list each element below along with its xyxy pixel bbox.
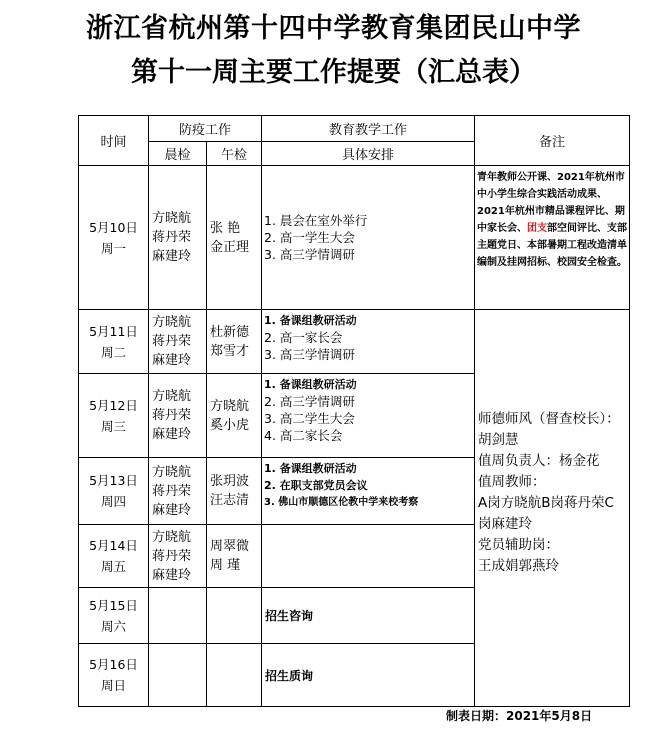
staff-name: 方晓航 — [210, 398, 250, 414]
date-label: 5月11日 — [89, 323, 138, 339]
plan-item: 招生质询 — [265, 668, 314, 683]
teaching-header: 教育教学工作 — [262, 116, 475, 142]
morning-check-cell — [149, 588, 207, 644]
table-row — [79, 310, 630, 374]
noon-check-cell — [207, 588, 262, 644]
plan-cell — [262, 588, 475, 644]
plan-cell — [262, 458, 475, 525]
staff-name: 郑雪才 — [210, 343, 250, 359]
noon-check-cell — [207, 458, 262, 525]
duty-line: 值周教师： — [478, 474, 546, 490]
staff-name: 蒋丹荣 — [152, 548, 192, 564]
noon-check-header: 午检 — [207, 142, 262, 166]
epidemic-header: 防疫工作 — [149, 116, 262, 142]
staff-name: 方晓航 — [152, 529, 192, 545]
morning-check-cell — [149, 374, 207, 458]
plan-item: 2. 高一家长会 — [264, 330, 343, 345]
morning-check-cell — [149, 458, 207, 525]
summary-title: 第十一周主要工作提要（汇总表） — [131, 57, 536, 88]
plan-item: 3. 佛山市顺德区伦教中学来校考察 — [264, 497, 419, 508]
plan-cell — [262, 310, 475, 374]
date-cell — [79, 374, 149, 458]
plan-item: 4. 高二家长会 — [264, 428, 343, 443]
date-label: 5月15日 — [89, 597, 138, 613]
weekday-label: 周四 — [100, 494, 126, 509]
staff-name: 张玥波 — [210, 474, 250, 489]
staff-name: 麻建玲 — [152, 249, 192, 264]
duty-line: A岗方晓航B岗蒋丹荣C岗麻建玲 — [478, 495, 614, 532]
staff-name: 蒋丹荣 — [152, 483, 192, 499]
noon-check-cell — [207, 166, 262, 310]
weekday-label: 周日 — [100, 678, 126, 693]
prepared-date: 制表日期：2021年5月8日 — [446, 709, 593, 723]
school-title: 浙江省杭州第十四中学教育集团民山中学 — [86, 13, 581, 44]
notes-header: 备注 — [475, 116, 630, 166]
duty-line: 王成娟郭燕玲 — [478, 558, 560, 574]
plan-cell — [262, 374, 475, 458]
staff-name: 麻建玲 — [152, 567, 192, 583]
staff-name: 蒋丹荣 — [152, 230, 192, 245]
date-label: 5月13日 — [89, 473, 138, 488]
morning-check-cell — [149, 166, 207, 310]
time-header: 时间 — [79, 116, 149, 166]
staff-name: 金正理 — [210, 239, 250, 255]
date-cell — [79, 525, 149, 588]
weekday-label: 周一 — [100, 240, 126, 256]
duty-line: 党员辅助岗： — [478, 537, 560, 553]
weekday-label: 周六 — [100, 618, 126, 634]
staff-name: 方晓航 — [152, 315, 192, 330]
highlighted-text: 团支 — [527, 223, 548, 234]
plan-item: 2. 在职支部党员会议 — [264, 479, 368, 492]
date-cell — [79, 310, 149, 374]
plan-item: 3. 高三学情调研 — [264, 347, 355, 362]
morning-check-cell — [149, 644, 207, 707]
plan-item: 3. 高二学生大会 — [264, 411, 355, 426]
date-label: 5月10日 — [89, 219, 138, 235]
staff-name: 麻建玲 — [152, 427, 192, 442]
schedule-table — [78, 115, 630, 707]
staff-name: 周 瑾 — [210, 558, 241, 573]
weekday-label: 周三 — [100, 418, 126, 434]
date-cell — [79, 588, 149, 644]
noon-check-cell — [207, 374, 262, 458]
date-label: 5月16日 — [89, 657, 138, 672]
date-cell — [79, 166, 149, 310]
date-label: 5月14日 — [89, 538, 138, 553]
plan-item: 3. 高三学情调研 — [264, 247, 355, 262]
noon-check-cell — [207, 310, 262, 374]
morning-check-cell — [149, 310, 207, 374]
staff-name: 张 艳 — [210, 220, 241, 236]
plan-item: 2. 高三学情调研 — [264, 394, 355, 409]
staff-name: 方晓航 — [152, 211, 192, 226]
notes-cell-week-tasks: 青年教师公开课、2021年杭州市中小学生综合实践活动成果、2021年杭州市精品课程评比、期中家长会、团支部空间评比、支部主题党日、本部暑期工程改造清单编制及挂网招标、校园安全检查。 — [475, 166, 630, 310]
morning-check-header: 晨检 — [149, 142, 207, 166]
duty-line: 师德师风（督查校长）：胡剑慧 — [478, 411, 620, 448]
noon-check-cell — [207, 644, 262, 707]
notes-cell-duty — [475, 310, 630, 707]
plan-item: 招生咨询 — [265, 609, 314, 623]
date-cell — [79, 644, 149, 707]
weekday-label: 周二 — [100, 344, 126, 360]
staff-name: 奚小虎 — [210, 417, 250, 433]
date-cell — [79, 458, 149, 525]
noon-check-cell — [207, 525, 262, 588]
plan-header: 具体安排 — [262, 142, 475, 166]
duty-line: 值周负责人：杨金花 — [478, 453, 600, 469]
plan-item: 1. 备课组教研活动 — [264, 378, 357, 391]
staff-name: 杜新德 — [210, 324, 250, 340]
morning-check-cell — [149, 525, 207, 588]
plan-item: 1. 备课组教研活动 — [264, 314, 357, 327]
staff-name: 蒋丹荣 — [152, 334, 192, 349]
plan-cell — [262, 166, 475, 310]
staff-name: 麻建玲 — [152, 502, 192, 518]
staff-name: 方晓航 — [152, 389, 192, 404]
staff-name: 麻建玲 — [152, 353, 192, 368]
weekday-label: 周五 — [100, 559, 126, 574]
plan-item: 1. 备课组教研活动 — [264, 462, 357, 475]
staff-name: 方晓航 — [152, 464, 192, 480]
plan-item: 2. 高一学生大会 — [264, 230, 355, 245]
plan-cell — [262, 644, 475, 707]
table-row — [79, 166, 630, 310]
date-label: 5月12日 — [89, 397, 138, 413]
staff-name: 周翠微 — [210, 539, 250, 554]
plan-item: 1. 晨会在室外举行 — [264, 213, 368, 228]
plan-cell — [262, 525, 475, 588]
staff-name: 蒋丹荣 — [152, 408, 192, 423]
staff-name: 汪志清 — [210, 493, 250, 508]
